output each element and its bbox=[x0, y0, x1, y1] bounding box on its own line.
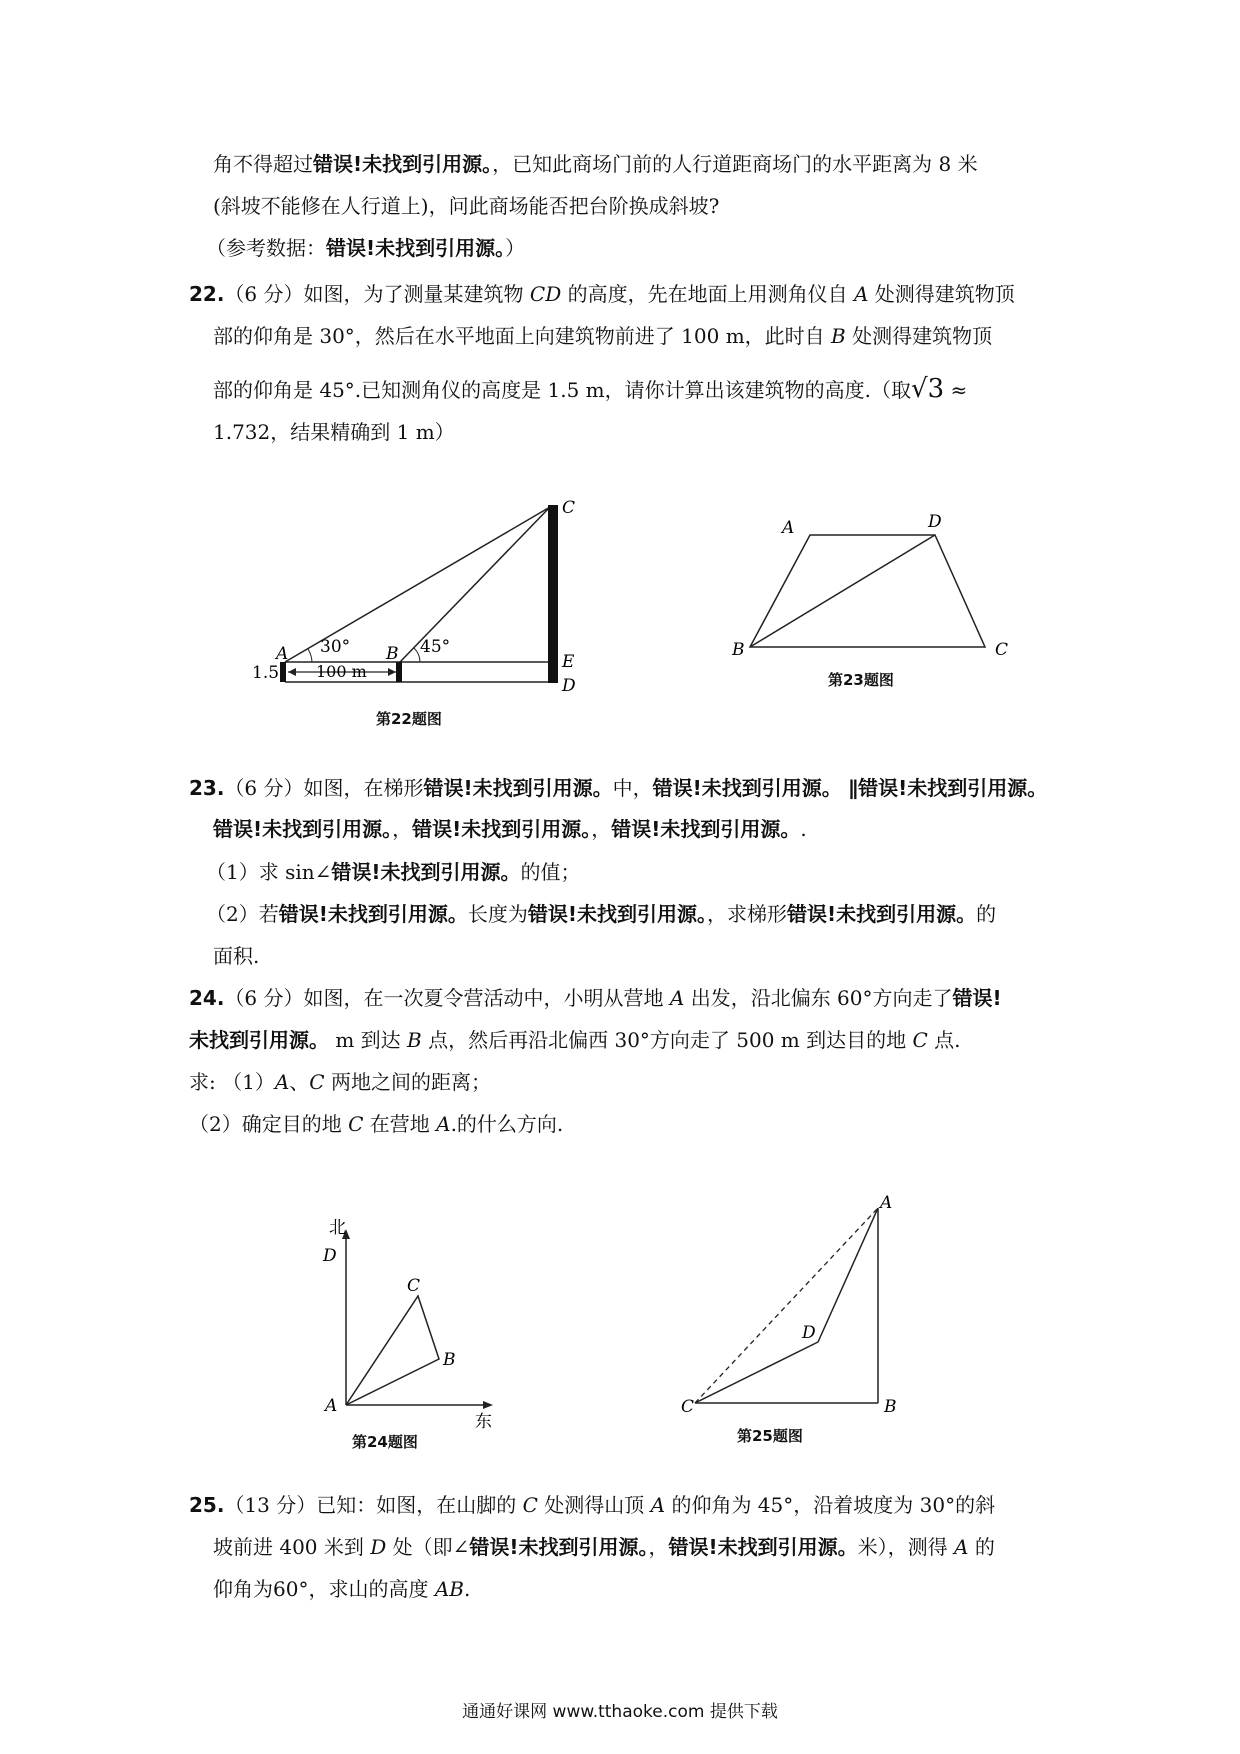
q23-line-2: 错误!未找到引用源。，错误!未找到引用源。，错误!未找到引用源。. bbox=[213, 817, 807, 841]
label-b: B bbox=[386, 644, 399, 664]
arrow-right-icon bbox=[388, 668, 396, 676]
figure-24-caption: 第24题图 bbox=[352, 1433, 418, 1451]
north-label: 北 bbox=[329, 1218, 346, 1238]
instrument-a bbox=[280, 662, 286, 682]
error-ref: 错误!未找到引用源。 bbox=[423, 776, 613, 800]
label-a: A bbox=[782, 518, 795, 538]
error-ref: 错误!未找到引用源。 bbox=[326, 236, 506, 260]
angle-arc-30 bbox=[308, 649, 312, 662]
question-number: 25. bbox=[189, 1493, 225, 1517]
q22-line-3: 部的仰角是 45°.已知测角仪的高度是 1.5 m，请你计算出该建筑物的高度.（取√3 ≈ bbox=[213, 374, 968, 404]
q21-line-3: （参考数据：错误!未找到引用源。） bbox=[206, 236, 526, 260]
q23-line-3: （1）求 sin∠错误!未找到引用源。的值； bbox=[206, 860, 581, 884]
label-b: B bbox=[884, 1397, 897, 1415]
q23-line-5: 面积. bbox=[213, 944, 260, 968]
trapezoid-abcd bbox=[750, 535, 985, 647]
error-ref: 错误!未找到引用源。 bbox=[786, 902, 977, 926]
q25-line-3: 仰角为60°，求山的高度 AB. bbox=[213, 1577, 471, 1601]
error-ref: 错误!未找到引用源。 bbox=[278, 902, 468, 926]
label-c: C bbox=[681, 1397, 695, 1415]
q25-line-1: 25.（13 分）已知：如图，在山脚的 C 处测得山顶 A 的仰角为 45°，沿着坡度为 30°的斜 bbox=[189, 1493, 996, 1517]
q22-line-1: 22.（6 分）如图，为了测量某建筑物 CD 的高度，先在地面上用测角仪自 A 处测得建筑物顶 bbox=[189, 282, 1015, 306]
east-arrow-icon bbox=[483, 1401, 493, 1409]
page-footer: 通通好课网 www.tthaoke.com 提供下载 bbox=[462, 1702, 778, 1722]
q24-line-2: 未找到引用源。 m 到达 B 点，然后再沿北偏西 30°方向走了 500 m 到达目的地 C 点. bbox=[189, 1028, 961, 1052]
label-a: A bbox=[880, 1193, 893, 1213]
q22-line-4: 1.732，结果精确到 1 m） bbox=[213, 420, 455, 444]
distance-label: 100 m bbox=[316, 662, 367, 681]
label-d: D bbox=[928, 512, 942, 532]
error-ref: 错误!未找到引用源。 bbox=[668, 1535, 858, 1559]
label-d: D bbox=[323, 1246, 337, 1266]
q21-line-1: 角不得超过错误!未找到引用源。，已知此商场门前的人行道距商场门的水平距离为 8 米 bbox=[213, 152, 978, 176]
q24-line-1: 24.（6 分）如图，在一次夏令营活动中，小明从营地 A 出发，沿北偏东 60°方向走了错误! bbox=[189, 986, 1002, 1010]
q24-line-3: 求: （1）A、C 两地之间的距离； bbox=[189, 1070, 491, 1094]
label-d: D bbox=[802, 1323, 816, 1343]
angle-45-label: 45° bbox=[420, 637, 451, 657]
error-ref-part: 错误! bbox=[952, 986, 1002, 1010]
figure-23-caption: 第23题图 bbox=[828, 671, 894, 689]
q23-line-1: 23.（6 分）如图，在梯形错误!未找到引用源。中，错误!未找到引用源。 ∥错误!未找到引用源。 bbox=[189, 776, 1048, 800]
sqrt-3: √3 bbox=[911, 374, 945, 404]
error-ref: 错误!未找到引用源。 bbox=[469, 1535, 649, 1559]
label-a: A bbox=[276, 644, 289, 664]
q22-line-2: 部的仰角是 30°，然后在水平地面上向建筑物前进了 100 m，此时自 B 处测得建筑物顶 bbox=[213, 324, 993, 348]
label-c: C bbox=[995, 640, 1009, 660]
error-ref-part: 未找到引用源。 bbox=[189, 1028, 329, 1052]
question-number: 24. bbox=[189, 986, 225, 1010]
label-c: C bbox=[407, 1276, 421, 1296]
label-b: B bbox=[732, 640, 745, 660]
q21-line-2: (斜坡不能修在人行道上)，问此商场能否把台阶换成斜坡? bbox=[213, 194, 720, 218]
q25-line-2: 坡前进 400 米到 D 处（即∠错误!未找到引用源。，错误!未找到引用源。米），测得 A 的 bbox=[213, 1535, 995, 1559]
figure-22-caption: 第22题图 bbox=[376, 710, 442, 728]
error-ref: 错误!未找到引用源。 bbox=[313, 152, 493, 176]
dashed-line-ca bbox=[695, 1208, 878, 1403]
figure-22 bbox=[250, 495, 610, 735]
error-ref: 错误!未找到引用源。 bbox=[527, 902, 707, 926]
q23-line-4: （2）若错误!未找到引用源。长度为错误!未找到引用源。，求梯形错误!未找到引用源。的 bbox=[206, 902, 997, 926]
question-number: 23. bbox=[189, 776, 225, 800]
error-ref: 错误!未找到引用源。 bbox=[652, 776, 842, 800]
error-ref: 错误!未找到引用源。 bbox=[412, 817, 592, 841]
path-a-b-c bbox=[346, 1296, 439, 1405]
diagonal-bd bbox=[750, 535, 935, 647]
figure-25 bbox=[680, 1190, 910, 1415]
error-ref: 错误!未找到引用源。 bbox=[213, 817, 393, 841]
error-ref: 错误!未找到引用源。 bbox=[858, 776, 1048, 800]
label-a: A bbox=[325, 1396, 338, 1416]
label-b: B bbox=[443, 1350, 456, 1370]
east-label: 东 bbox=[475, 1412, 492, 1432]
question-number: 22. bbox=[189, 282, 225, 306]
building-cd bbox=[548, 505, 558, 683]
figure-23 bbox=[720, 505, 1020, 665]
error-ref: 错误!未找到引用源。 bbox=[331, 860, 521, 884]
error-ref: 错误!未找到引用源。 bbox=[611, 817, 801, 841]
q24-line-4: （2）确定目的地 C 在营地 A.的什么方向. bbox=[189, 1112, 564, 1136]
figure-25-caption: 第25题图 bbox=[737, 1427, 803, 1445]
label-d: D bbox=[562, 676, 576, 696]
figure-24 bbox=[315, 1215, 515, 1440]
angle-30-label: 30° bbox=[320, 637, 351, 657]
arrow-left-icon bbox=[288, 668, 296, 676]
label-c: C bbox=[562, 498, 576, 518]
label-e: E bbox=[562, 652, 575, 672]
instrument-b bbox=[396, 662, 402, 682]
height-label: 1.5 bbox=[252, 663, 280, 683]
